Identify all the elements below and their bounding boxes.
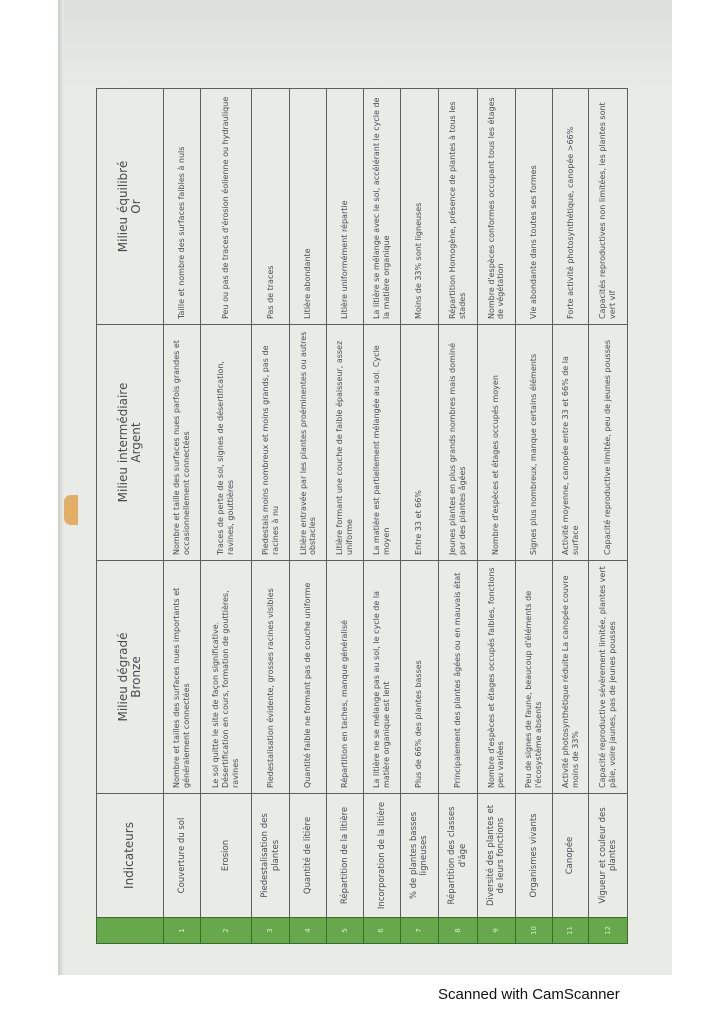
or-cell: Forte activité photosynthétique, canopée >66% — [552, 89, 589, 325]
indicator-cell: Répartition de la litière — [327, 794, 364, 918]
argent-cell: Traces de perte de sol, signes de désertification, ravines, gouttières — [200, 325, 251, 561]
bronze-cell: Peu de signes de faune, beaucoup d'éléments de l'écosystème absents — [516, 561, 553, 794]
table-row — [164, 89, 201, 944]
bronze-cell: La litière ne se mélange pas au sol, le cycle de la matière organique est lent — [363, 561, 400, 794]
row-number: 4 — [290, 918, 327, 944]
indicator-cell: Diversité des plantes et de leurs fonctions — [477, 794, 516, 918]
bronze-cell: Capacité reproductive sévèrement limitée, plantes vert pâle, voire jaunes, pas de jeunes pousses — [589, 561, 628, 794]
row-number: 11 — [552, 918, 589, 944]
argent-cell: Litière entravée par les plantes proéminentes ou autres obstacles — [290, 325, 327, 561]
row-number: 2 — [200, 918, 251, 944]
bronze-cell: Nombre d'espèces et étages occupés faibles, fonctions peu variées — [477, 561, 516, 794]
row-number: 10 — [516, 918, 553, 944]
indicator-cell: Organismes vivants — [516, 794, 553, 918]
header-indicateurs: Indicateurs — [97, 794, 164, 918]
indicator-cell: Quantité de litière — [290, 794, 327, 918]
indicator-table — [96, 88, 628, 944]
indicator-cell: Incorporation de la litière — [363, 794, 400, 918]
finger-shadow — [64, 495, 78, 525]
argent-cell: Nombre d'espèces et étages occupés moyen — [477, 325, 516, 561]
argent-cell: Nombre et taille des surfaces nues parfois grandes et occasionnellement connectées — [164, 325, 201, 561]
argent-cell: Piedestals moins nombreux et moins grands, pas de racines à nu — [251, 325, 290, 561]
table-row — [200, 89, 251, 944]
or-cell: Peu ou pas de traces d'érosion éolienne ou hydraulique — [200, 89, 251, 325]
bronze-cell: Plus de 66% des plantes basses — [400, 561, 439, 794]
page-fold-shadow — [58, 0, 64, 975]
table-row — [290, 89, 327, 944]
bronze-cell: Répartition en taches, manque généralisé — [327, 561, 364, 794]
scanner-watermark: Scanned with CamScanner — [438, 986, 620, 1003]
or-cell: Taille et nombre des surfaces faibles à nuls — [164, 89, 201, 325]
row-number: 9 — [477, 918, 516, 944]
bronze-cell: Activité photosynthétique réduite La canopée couvre moins de 33% — [552, 561, 589, 794]
argent-cell: Entre 33 et 66% — [400, 325, 439, 561]
table-row — [439, 89, 478, 944]
or-cell: Litière uniformément répartie — [327, 89, 364, 325]
rotated-table-wrapper — [96, 89, 628, 944]
indicator-cell: Couverture du sol — [164, 794, 201, 918]
or-cell: Pas de traces — [251, 89, 290, 325]
table-row — [251, 89, 290, 944]
row-number: 7 — [400, 918, 439, 944]
or-cell: Moins de 33% sont ligneuses — [400, 89, 439, 325]
argent-cell: Capacité reproductive limitée, peu de jeunes pousses — [589, 325, 628, 561]
indicator-cell: Vigueur et couleur des plantes — [589, 794, 628, 918]
header-argent: Milieu intermédiaire Argent — [97, 325, 164, 561]
table-row — [516, 89, 553, 944]
table-row — [363, 89, 400, 944]
header-or: Milieu équilibré Or — [97, 89, 164, 325]
table-row — [327, 89, 364, 944]
bronze-cell: Piedestalisation évidente, grosses racines visibles — [251, 561, 290, 794]
argent-cell: La matière est partiellement mélangée au sol. Cycle moyen — [363, 325, 400, 561]
argent-cell: Litière formant une couche de faible épaisseur, assez uniforme — [327, 325, 364, 561]
indicator-cell: % de plantes basses ligneuses — [400, 794, 439, 918]
argent-cell: Signes plus nombreux, manque certains éléments — [516, 325, 553, 561]
bronze-cell: Le sol quitte le site de façon significative. Désertification en cours, formation de gouttières, ravines — [200, 561, 251, 794]
table-header-row — [97, 89, 164, 944]
or-cell: La litière se mélange avec le sol, accélérant le cycle de la matière organique — [363, 89, 400, 325]
indicator-cell: Piedestalisation des plantes — [251, 794, 290, 918]
argent-cell: Activité moyenne, canopée entre 33 et 66% de la surface — [552, 325, 589, 561]
or-cell: Répartition Homogène, présence de plantes à tous les stades — [439, 89, 478, 325]
table-row — [477, 89, 516, 944]
row-number: 6 — [363, 918, 400, 944]
bronze-cell: Nombre et tailles des surfaces nues importants et généralement connectées — [164, 561, 201, 794]
indicator-cell: Répartition des classes d'âge — [439, 794, 478, 918]
table-row — [552, 89, 589, 944]
table-row — [400, 89, 439, 944]
or-cell: Capacités reproductives non limitées, les plantes sont vert vif — [589, 89, 628, 325]
indicator-cell: Erosion — [200, 794, 251, 918]
bronze-cell: Principalement des plantes âgées ou en mauvais état — [439, 561, 478, 794]
row-number: 3 — [251, 918, 290, 944]
argent-cell: Jeunes plantes en plus grands nombres mais dominé par des plantes âgées — [439, 325, 478, 561]
or-cell: Litière abondante — [290, 89, 327, 325]
row-number: 1 — [164, 918, 201, 944]
row-number: 8 — [439, 918, 478, 944]
table-row — [589, 89, 628, 944]
header-bronze: Milieu dégradé Bronze — [97, 561, 164, 794]
or-cell: Nombre d'espèces conformes occupant tous les étages de végétation — [477, 89, 516, 325]
or-cell: Vie abondante dans toutes ses formes — [516, 89, 553, 325]
header-number — [97, 918, 164, 944]
row-number: 5 — [327, 918, 364, 944]
bronze-cell: Quantité faible ne formant pas de couche uniforme — [290, 561, 327, 794]
indicator-cell: Canopée — [552, 794, 589, 918]
row-number: 12 — [589, 918, 628, 944]
